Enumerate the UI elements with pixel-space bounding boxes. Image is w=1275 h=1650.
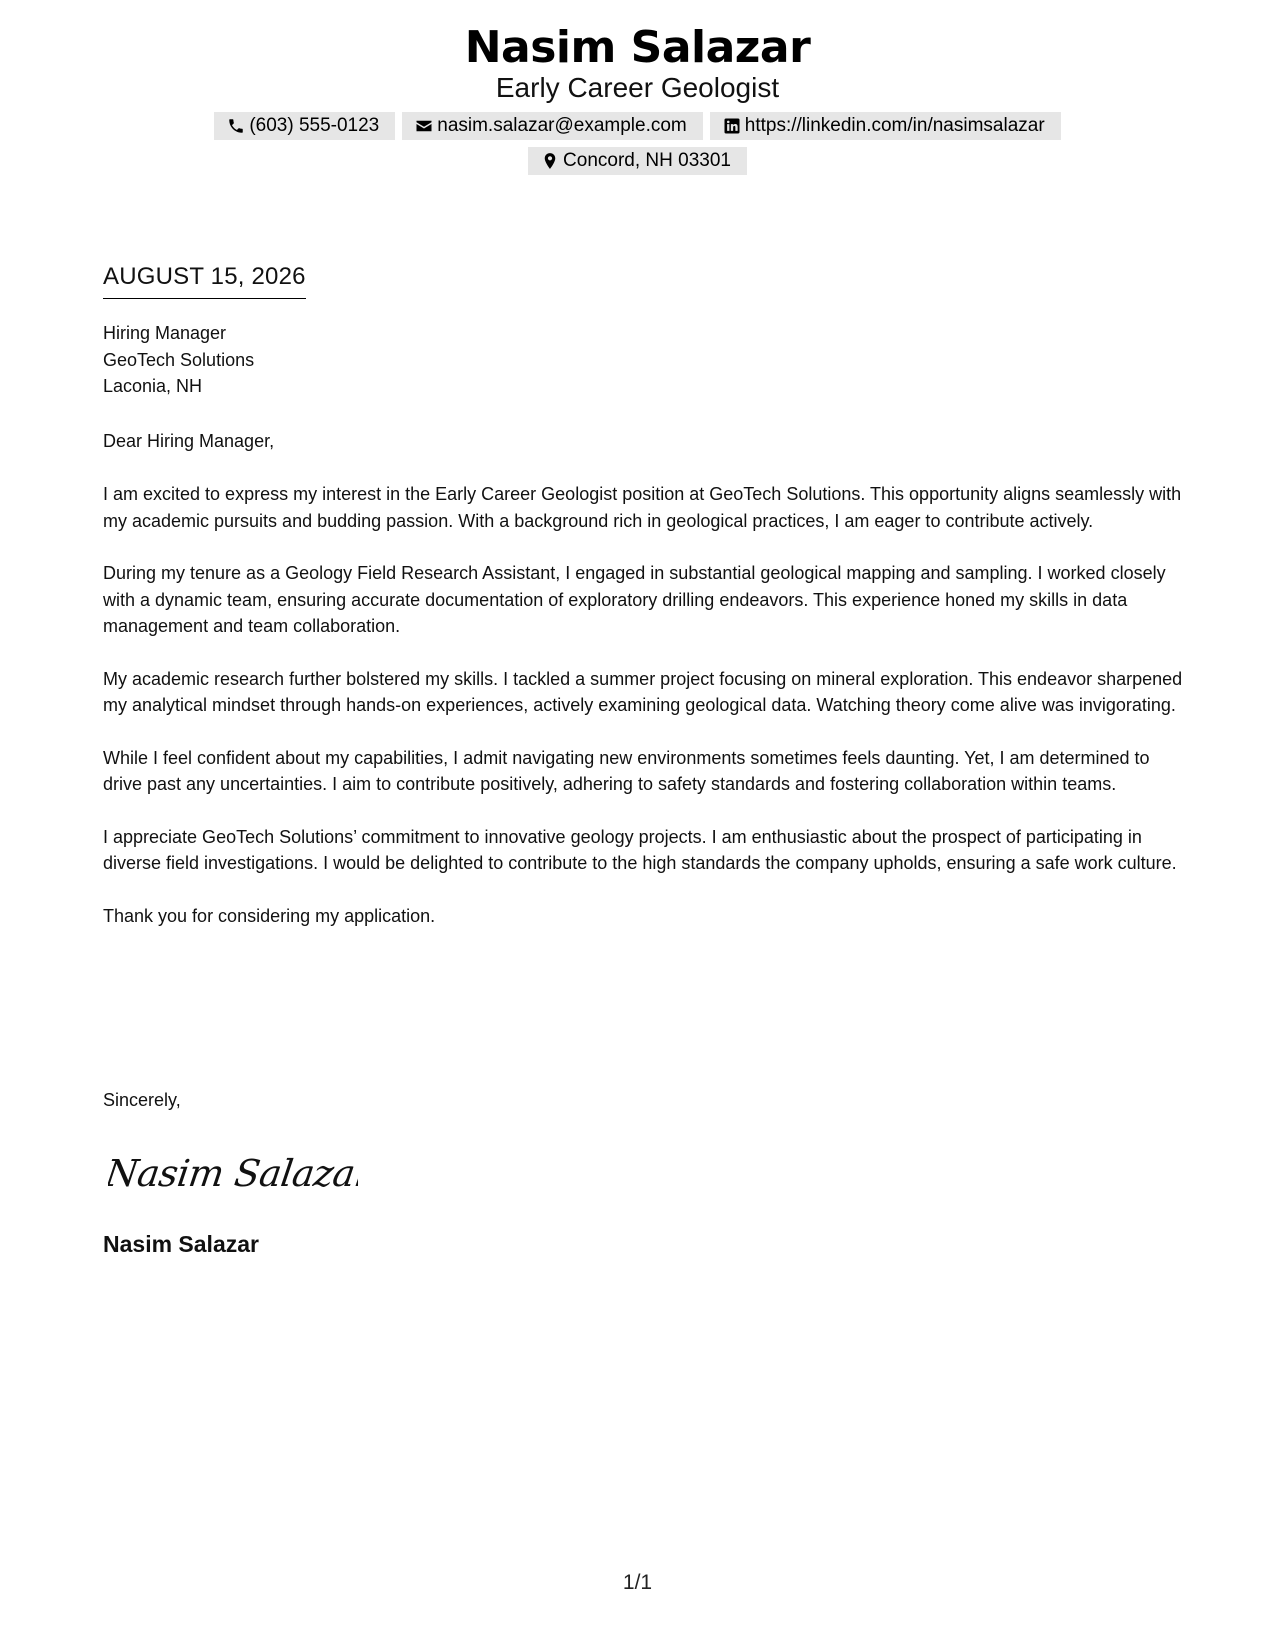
- body-paragraph: I appreciate GeoTech Solutions’ commitment to innovative geology projects. I am enthusiastic about the prospect of participating in diverse field investigations. I would be delighted to contribute to the high standards the company upholds, ensuring a safe work culture.: [103, 826, 1177, 873]
- phone-text: (603) 555-0123: [249, 115, 380, 136]
- signer-name: Nasim Salazar: [103, 1231, 259, 1257]
- contact-row: [0, 112, 1275, 140]
- phone-chip: [214, 112, 395, 140]
- closing: Sincerely,: [103, 1090, 181, 1110]
- body-paragraph: Thank you for considering my application.: [103, 905, 436, 926]
- salutation: Dear Hiring Manager,: [103, 431, 275, 451]
- linkedin-chip[interactable]: [710, 112, 1061, 140]
- letter-body: [103, 481, 1183, 955]
- location-text: Concord, NH 03301: [563, 150, 731, 171]
- body-paragraph: During my tenure as a Geology Field Research Assistant, I engaged in substantial geological mapping and sampling. I worked closely with a dynamic team, ensuring accurate documentation of exploratory drilling endeavors. This experience honed my skills in data management and team collaboration.: [103, 563, 1166, 636]
- recipient-company: GeoTech Solutions: [103, 349, 255, 370]
- recipient-location: Laconia, NH: [103, 376, 203, 396]
- email-text[interactable]: nasim.salazar@example.com: [437, 115, 687, 136]
- body-paragraph: My academic research further bolstered my skills. I tackled a summer project focusing on mineral exploration. This endeavor sharpened my analytical mindset through hands-on experiences, actively examining geological data. Watching theory come alive was invigorating.: [103, 668, 1183, 715]
- linkedin-text[interactable]: https://linkedin.com/in/nasimsalazar: [744, 115, 1045, 136]
- page-indicator: 1/1: [622, 1571, 653, 1594]
- map-marker-icon: [540, 151, 560, 171]
- recipient-block: [103, 320, 1183, 400]
- location-chip: [528, 147, 747, 175]
- contact-row-location: [0, 147, 1275, 175]
- email-chip[interactable]: [402, 112, 703, 140]
- letter-date: AUGUST 15, 2026: [103, 262, 306, 299]
- linkedin-icon: [722, 116, 742, 136]
- handwritten-signature: [108, 1143, 358, 1208]
- applicant-title: Early Career Geologist: [495, 72, 780, 103]
- envelope-icon: [414, 116, 434, 136]
- phone-icon: [226, 116, 246, 136]
- recipient-line: Hiring Manager: [103, 323, 227, 343]
- body-paragraph: I am excited to express my interest in the Early Career Geologist position at GeoTech Solutions. This opportunity aligns seamlessly with my academic pursuits and budding passion. With a background rich in geological practices, I am eager to contribute actively.: [103, 484, 1182, 531]
- letterhead: [0, 22, 1275, 175]
- body-paragraph: While I feel confident about my capabilities, I admit navigating new environments sometimes feels daunting. Yet, I am determined to drive past any uncertainties. I aim to contribute positively, adhering to safety standards and fostering collaboration within teams.: [103, 747, 1150, 794]
- applicant-name: Nasim Salazar: [464, 22, 811, 73]
- svg-text:Nasim Salazar: Nasim Salazar: [108, 1151, 358, 1195]
